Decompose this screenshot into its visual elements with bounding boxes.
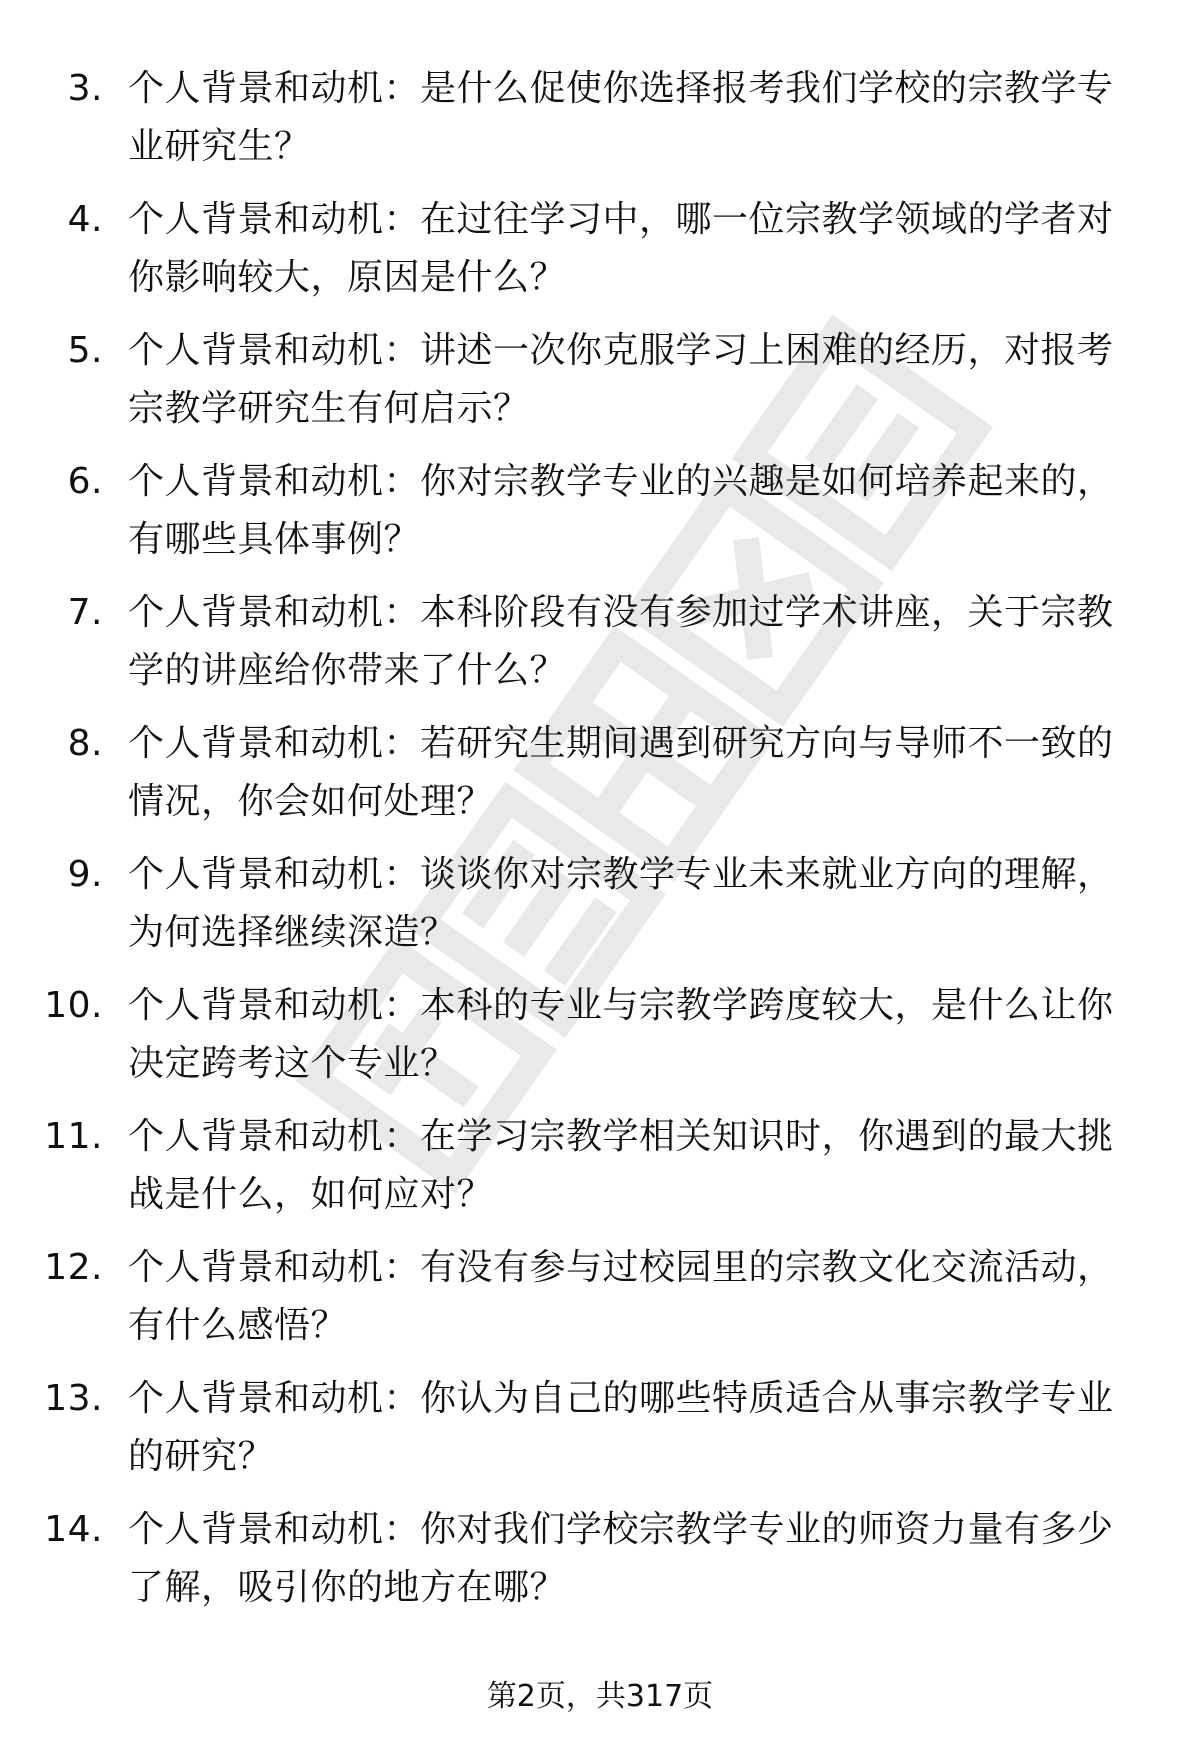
question-number: 11. <box>44 1116 103 1157</box>
question-text: 个人背景和动机：讲述一次你克服学习上困难的经历，对报考宗教学研究生有何启示？ <box>128 330 1114 429</box>
page-footer: 第2页，共317页 <box>486 1679 714 1714</box>
question-item <box>0 576 1200 707</box>
question-item <box>0 183 1200 314</box>
question-item <box>0 838 1200 969</box>
question-text: 个人背景和动机：本科阶段有没有参加过学术讲座，关于宗教学的讲座给你带来了什么？ <box>128 592 1114 691</box>
question-item <box>0 1231 1200 1362</box>
question-text: 个人背景和动机：有没有参与过校园里的宗教文化交流活动，有什么感悟？ <box>128 1247 1114 1346</box>
question-number: 13. <box>44 1378 103 1419</box>
question-item <box>0 314 1200 445</box>
question-item <box>0 1362 1200 1493</box>
question-number: 14. <box>44 1509 103 1550</box>
question-number: 8. <box>67 723 103 764</box>
question-text: 个人背景和动机：若研究生期间遇到研究方向与导师不一致的情况，你会如何处理？ <box>128 723 1114 822</box>
question-text: 个人背景和动机：是什么促使你选择报考我们学校的宗教学专业研究生？ <box>128 68 1114 167</box>
question-number: 6. <box>67 461 103 502</box>
question-text: 个人背景和动机：本科的专业与宗教学跨度较大，是什么让你决定跨考这个专业？ <box>128 985 1114 1084</box>
question-item <box>0 707 1200 838</box>
question-list <box>0 52 1200 1624</box>
question-number: 3. <box>67 68 103 109</box>
question-text: 个人背景和动机：你对我们学校宗教学专业的师资力量有多少了解，吸引你的地方在哪？ <box>128 1509 1114 1608</box>
question-text: 个人背景和动机：在过往学习中，哪一位宗教学领域的学者对你影响较大，原因是什么？ <box>128 199 1114 298</box>
question-text: 个人背景和动机：在学习宗教学相关知识时，你遇到的最大挑战是什么，如何应对？ <box>128 1116 1114 1215</box>
question-text: 个人背景和动机：你对宗教学专业的兴趣是如何培养起来的，有哪些具体事例？ <box>128 461 1114 560</box>
question-number: 12. <box>44 1247 103 1288</box>
question-item <box>0 1100 1200 1231</box>
question-number: 5. <box>67 330 103 371</box>
question-number: 7. <box>67 592 103 633</box>
question-number: 4. <box>67 199 103 240</box>
question-text: 个人背景和动机：谈谈你对宗教学专业未来就业方向的理解，为何选择继续深造？ <box>128 854 1114 953</box>
question-number: 9. <box>67 854 103 895</box>
question-text: 个人背景和动机：你认为自己的哪些特质适合从事宗教学专业的研究？ <box>128 1378 1114 1477</box>
question-number: 10. <box>44 985 103 1026</box>
question-item <box>0 445 1200 576</box>
question-item <box>0 969 1200 1100</box>
question-item <box>0 1493 1200 1624</box>
question-item <box>0 52 1200 183</box>
